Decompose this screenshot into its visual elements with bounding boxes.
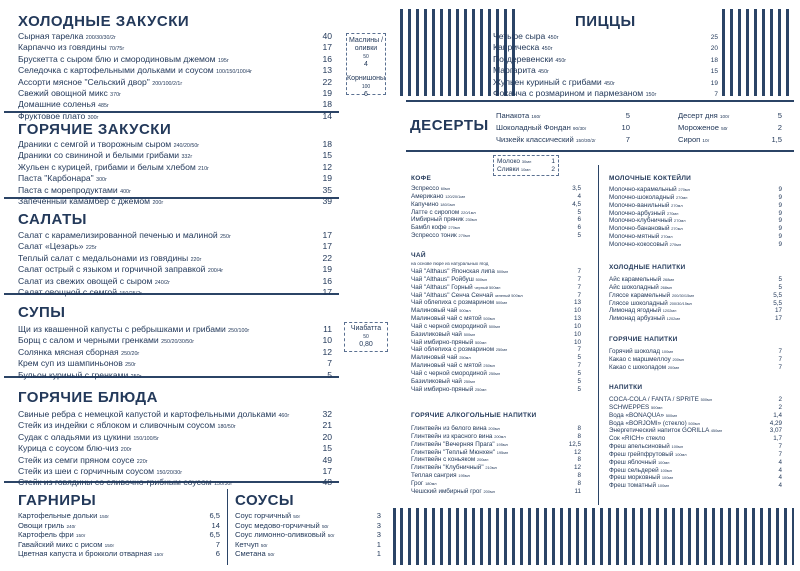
menu-item: Малиновый чай с мятой 500мл 13 [411,315,581,323]
menu-item: Теплый салат с медальонами из говядины 220г 22 [18,252,332,263]
menu-item: Базиликовый чай 250мл 5 [411,377,581,385]
olives-box [346,33,386,98]
menu-item: Молочно-клубничный 270мл 9 [609,217,782,225]
menu-item: Лимонад арбузный 1202мл 17 [609,315,782,323]
menu-item: Эспрессо 60мл 3,5 [411,185,581,192]
menu-item: Брускетта с сыром блю и смородиновым джемом 195г 16 [18,53,332,64]
menu-item: Стейк из индейки с яблоком и сливочным соусом 180/50г 21 [18,420,332,431]
menu-item: Глинтвейн "Клубничный" 210мл 12 [411,464,581,472]
menu-item: Карпаччо из говядины 70/75г 17 [18,42,332,53]
section-title-pizza: ПИЦЦЫ [575,13,636,30]
menu-item: Чай "Althaus" Сенча Сенчай зеленый 500мл 7 [411,291,581,299]
menu-item: Сок «RICH» стекло 1,7 [609,435,782,443]
menu-item: Капучино 180/1мл 4,5 [411,200,581,208]
menu-item: Салат из свежих овощей с сыром 240/2г 16 [18,275,332,286]
menu-item: Картофельные дольки 150г 6,5 [18,511,220,520]
menu-item: Молочно-мятный 270мл 9 [609,233,782,241]
alco-items [411,425,581,496]
menu-item: Фреш яблочный 100мл 4 [609,458,782,466]
menu-item: Паста с морепродуктами 400г 35 [18,184,332,195]
menu-item: Глинтвейн из белого вина 200мл 8 [411,425,581,432]
menu-item: Драники с семгой и творожным сыром 240/20/50г 18 [18,139,332,149]
olives-weight: 50 [363,54,369,60]
menu-item: Какао с шоколадом 200мл 7 [609,363,782,371]
menu-item: Судак с оладьями из цукини 150/100/5г 20 [18,431,332,442]
sauces-items [235,512,381,560]
cold-drinks-items [609,276,782,323]
menu-item: Солянка мясная сборная 250/20г 12 [18,346,332,357]
section-title-shakes: МОЛОЧНЫЕ КОКТЕЙЛИ [609,175,692,182]
menu-item: Салат «Цезарь» 225г 17 [18,241,332,252]
menu-item: Фреш морковный 100мл 4 [609,474,782,482]
pizza-items [493,32,718,100]
menu-item: Салат острый с языком и горчичной заправкой 200/4г 19 [18,264,332,275]
menu-item: Кетчуп 50г 1 [235,539,381,549]
menu-item: Жульен с курицей, грибами и белым хлебом 210г 12 [18,161,332,172]
menu-item: Чай "Althaus" Горный черный 500мл 7 [411,283,581,291]
menu-item: Маргарита 450г 15 [493,65,718,76]
menu-item: Курица с соусом блю-чиз 200г 15 [18,443,332,454]
menu-item: Панакота 160г 5 [496,111,630,120]
menu-item: Драники со свининой и белыми грибами 332г 15 [18,150,332,161]
ciabatta-weight: 50 [363,334,369,340]
divider-sauces-vertical [227,489,228,565]
menu-item: Фокачча с розмарином и пармезаном 150г 7 [493,88,718,99]
menu-item: Американо 120/20/1мл 4 [411,192,581,200]
menu-item: Шоколадный Фондан 90/30г 10 [496,123,630,132]
menu-item: Молочно-банановый 270мл 9 [609,225,782,233]
menu-item: Молочно-кокосовый 270мл 9 [609,240,782,248]
stripe-block-bottom-right [400,508,794,565]
addon-item: Молоко 30мл 1 [497,158,555,165]
menu-item: Салат с карамелизированной печенью и малиной 250г 17 [18,230,332,240]
menu-item: Четыре сыра 450г 25 [493,31,718,41]
menu-item: Ассорти мясное "Сельский двор" 200/100/2/1г 22 [18,76,332,87]
section-title-cold-drinks: ХОЛОДНЫЕ НАПИТКИ [609,264,686,271]
section-title-mains: ГОРЯЧИЕ БЛЮДА [18,389,158,406]
menu-item: Чай с черной смородиной 250мл 5 [411,369,581,377]
menu-item: Фреш апельсиновый 100мл 7 [609,443,782,451]
menu-item: Соус медово-горчичный 50г 3 [235,520,381,530]
menu-item: SCHWEPPES 500мл 2 [609,403,782,411]
menu-item: Латте с сиропом 220/1мл 5 [411,208,581,216]
menu-item: Чай с черной смородиной 500мл 10 [411,322,581,330]
drinks-items [609,396,782,490]
soups-items [18,325,332,382]
menu-item: Малиновый чай с мятой 250мл 7 [411,362,581,370]
menu-item: Чешский имбирный грог 200мл 11 [411,487,581,495]
menu-item: Соус горчичный 50г 3 [235,511,381,520]
ciabatta-label: Чиабатта [350,325,382,332]
menu-item: Фреш грейпфрутовый 100мл 7 [609,450,782,458]
menu-item: Цветная капуста и брокколи отварная 150г 6 [18,549,220,559]
menu-item: Чай "Althaus" Японская липа 500мл 7 [411,268,581,275]
menu-item: Имбирный пряник 230мл 6 [411,216,581,224]
menu-item: Домашние соленья 485г 18 [18,99,332,110]
section-title-desserts: ДЕСЕРТЫ [410,117,489,134]
menu-item: Щи из квашенной капусты с ребрышками и грибами 250/100г 11 [18,324,332,334]
menu-item: Соус лимонно-оливковый 50г 3 [235,530,381,540]
hot-drinks-items [609,348,782,372]
desserts-right [678,110,782,146]
menu-item: Молочно-ванильный 270мл 9 [609,201,782,209]
menu-item: Борщ с салом и черными гренками 250/20/30/50г 10 [18,335,332,346]
section-title-cold: ХОЛОДНЫЕ ЗАКУСКИ [18,13,190,30]
olives-label: Маслины /оливки [348,37,384,52]
divider-desserts [406,150,794,152]
menu-item: Чай облепиха с розмарином 500мл 13 [411,299,581,307]
menu-item: Чай имбирно-пряный 250мл 5 [411,385,581,393]
section-title-soups: СУПЫ [18,304,66,321]
menu-item: Картофель фри 150г 6,5 [18,530,220,540]
section-title-garnish: ГАРНИРЫ [18,492,97,509]
menu-item: Стейк из говядины со сливочно-грибным соусом 150/30г 48 [18,477,332,488]
menu-item: Салат овощной с семгой 150/25/2г 17 [18,287,332,298]
coffee-items [411,185,581,240]
stripe-block-top-right [722,9,794,96]
menu-item: Жульен куриный с грибами 450г 19 [493,76,718,87]
shakes-items [609,186,782,249]
menu-item: Десерт дня 100г 5 [678,111,782,120]
menu-item: COCA-COLA / FANTA / SPRITE 500мл 2 [609,396,782,403]
menu-item: Сироп 10г 1,5 [678,135,782,144]
menu-item: Гляссе шоколадный 200/30/15мл 5,5 [609,299,782,307]
section-title-drinks: НАПИТКИ [609,384,643,391]
menu-item: Гляссе карамельный 200/30/15мл 5,5 [609,291,782,299]
salads-items [18,231,332,299]
menu-item: Базиликовый чай 500мл 10 [411,330,581,338]
olives-price: 4 [364,61,368,68]
menu-item: Фреш сельдерей 100мл 4 [609,466,782,474]
menu-item: Вода «BONAQUA» 500мл 1,4 [609,411,782,419]
menu-item: Молочно-карамельный 270мл 9 [609,186,782,193]
menu-item: Глинтвейн "Теплый Мюнхен" 195мл 12 [411,448,581,456]
menu-item: Бамбл кофе 270мл 6 [411,224,581,232]
menu-item: Айс карамельный 268мл 5 [609,276,782,283]
menu-item: Бульон куриный с гренками 250г 5 [18,369,332,380]
menu-item: Вода «BORJOMI» (стекло) 500мл 4,29 [609,419,782,427]
menu-item: Запеченный камамбер с джемом 200г 39 [18,196,332,207]
section-title-hot-drinks: ГОРЯЧИЕ НАПИТКИ [609,336,678,343]
menu-item: Молочно-шоколадный 270мл 9 [609,193,782,201]
menu-item: Крем суп из шампиньонов 250г 7 [18,358,332,369]
menu-item: Чай "Althaus" Ройбуш 500мл 7 [411,275,581,283]
menu-item: Эспрессо тоник 270мл 5 [411,232,581,240]
menu-item: Свиные ребра с немецкой капустой и картофельными дольками 460г 32 [18,409,332,419]
milk-cream-box [493,155,559,176]
cornichons-label: Корнишоны [347,75,386,82]
menu-item: Лимонад ягодный 1202мл 17 [609,307,782,315]
menu-item: Овощи гриль 240г 14 [18,520,220,530]
addon-item: Сливки 10мл 2 [497,166,555,173]
garnish-items [18,512,220,560]
menu-item: Свежий овощной микс 370г 19 [18,88,332,99]
menu-item: Айс шоколадный 268мл 5 [609,283,782,291]
divider-drinks-vertical [598,165,599,505]
menu-item: Глинтвейн "Вечерняя Прага" 195мл 12,5 [411,440,581,448]
menu-item: Стейк из шеи с горчичным соусом 150/20/30г 17 [18,466,332,477]
menu-item: Чай имбирно-пряный 500мл 10 [411,338,581,346]
ciabatta-box [344,322,388,352]
ciabatta-price: 0,80 [359,341,373,348]
menu-item: Паста "Карбонара" 300г 19 [18,173,332,184]
hot-items [18,140,332,208]
menu-item: Чизкейк классический 150/30/2г 7 [496,135,630,144]
cold-items [18,32,332,123]
cornichons-weight: 100 [361,84,371,90]
menu-item: Малиновый чай 250мл 5 [411,354,581,362]
menu-item: Глинтвейн из красного вина 200мл 8 [411,432,581,440]
mains-items [18,410,332,490]
section-title-alco: ГОРЯЧИЕ АЛКОГОЛЬНЫЕ НАПИТКИ [411,412,537,419]
menu-item: Малиновый чай 500мл 10 [411,307,581,315]
menu-item: Энергетический напиток GORILLA 450мл 3,07 [609,427,782,435]
section-title-coffee: КОФЕ [411,175,432,182]
menu-item: Гавайский микс с рисом 150г 7 [18,539,220,549]
menu-item: Чай облепиха с розмарином 250мл 7 [411,346,581,354]
menu-item: Мороженое 50г 2 [678,123,782,132]
menu-item: Стейк из семги пряном соусе 220г 49 [18,454,332,465]
menu-item: Молочно-арбузный 270мл 9 [609,209,782,217]
tea-note: на основе пюре из натуральных ягод [411,261,489,266]
menu-item: Селедочка с картофельными дольками и соусом 100/150/100/4г 13 [18,65,332,76]
menu-item: Какао с маршмеллоу 200мл 7 [609,355,782,363]
menu-item: Фруктовое плато 300г 14 [18,110,332,121]
menu-item: Сметана 50г 1 [235,549,381,559]
menu-item: Сырная тарелка 200/30/30/2г 40 [18,31,332,41]
desserts-left [496,110,630,146]
menu-item: Глинтвейн с коньяком 200мл 8 [411,456,581,464]
section-title-tea: ЧАЙ [411,252,426,259]
menu-item: Горячий шоколад 100мл 7 [609,348,782,355]
menu-item: Грог 180мл 8 [411,479,581,487]
section-title-salads: САЛАТЫ [18,211,87,228]
section-title-hot: ГОРЯЧИЕ ЗАКУСКИ [18,121,172,138]
cornichons-price: 6 [364,91,368,98]
menu-item: Каприческа 450г 20 [493,42,718,53]
menu-item: Теплая сангрия 195мл 8 [411,472,581,480]
section-title-sauces: СОУСЫ [235,492,295,509]
tea-items [411,268,581,394]
menu-item: Фреш томатный 100мл 4 [609,482,782,490]
menu-item: По-деревенски 450г 18 [493,53,718,64]
